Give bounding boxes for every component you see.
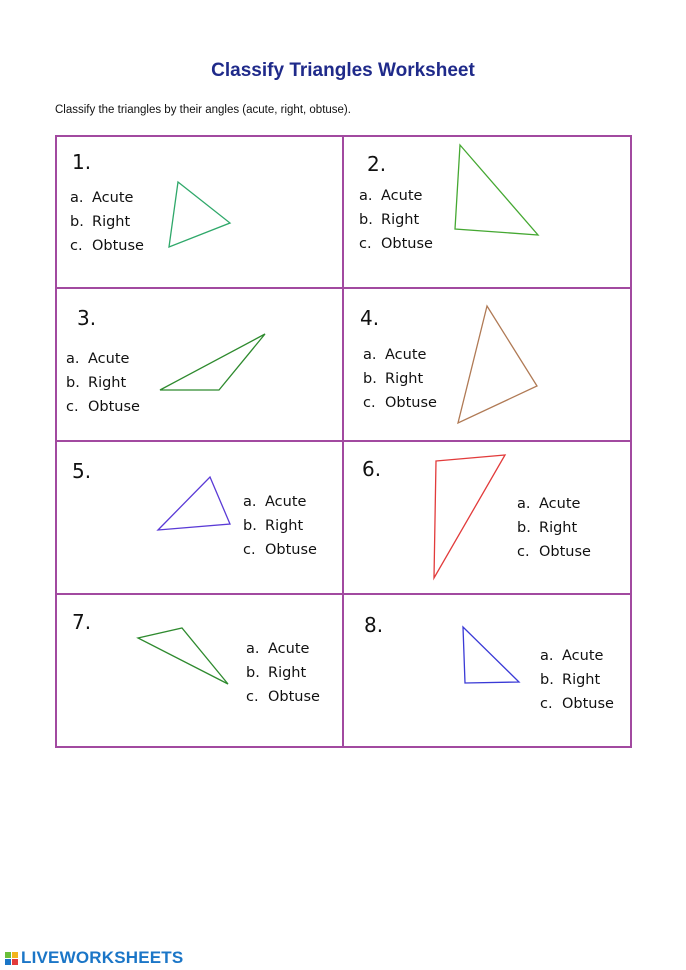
option-label: Right bbox=[92, 214, 131, 230]
option-letter: b. bbox=[70, 214, 84, 230]
brand-name: LIVEWORKSHEETS bbox=[21, 948, 184, 967]
option-letter: a. bbox=[359, 188, 373, 204]
option-letter: c. bbox=[70, 238, 83, 254]
triangle-5 bbox=[158, 477, 230, 530]
option-letter: a. bbox=[363, 347, 377, 363]
option-label: Right bbox=[539, 520, 578, 536]
instructions-text: Classify the triangles by their angles (acute, right, obtuse). bbox=[55, 104, 351, 116]
triangle-2 bbox=[455, 145, 538, 235]
option-label: Acute bbox=[385, 347, 427, 363]
triangle-8 bbox=[463, 627, 519, 683]
question-number: 4. bbox=[360, 306, 380, 330]
option-label: Acute bbox=[92, 190, 134, 206]
option-letter: b. bbox=[246, 665, 260, 681]
option-label: Obtuse bbox=[268, 689, 320, 705]
option-letter: c. bbox=[517, 544, 530, 560]
option-label: Right bbox=[265, 518, 304, 534]
option-label: Acute bbox=[268, 641, 310, 657]
option-label: Obtuse bbox=[381, 236, 433, 252]
triangle-7 bbox=[138, 628, 228, 684]
question-number: 7. bbox=[72, 610, 92, 634]
option-label: Acute bbox=[381, 188, 423, 204]
option-letter: b. bbox=[517, 520, 531, 536]
option-letter: b. bbox=[540, 672, 554, 688]
option-label: Obtuse bbox=[265, 542, 317, 558]
triangle-6 bbox=[434, 455, 505, 578]
triangle-4 bbox=[458, 306, 537, 423]
option-letter: b. bbox=[66, 375, 80, 391]
option-letter: c. bbox=[359, 236, 372, 252]
option-label: Acute bbox=[265, 494, 307, 510]
option-letter: a. bbox=[540, 648, 554, 664]
question-number: 8. bbox=[364, 613, 384, 637]
option-letter: a. bbox=[70, 190, 84, 206]
question-number: 6. bbox=[362, 457, 382, 481]
option-letter: c. bbox=[246, 689, 259, 705]
option-label: Acute bbox=[562, 648, 604, 664]
option-letter: c. bbox=[243, 542, 256, 558]
option-label: Obtuse bbox=[385, 395, 437, 411]
option-letter: c. bbox=[66, 399, 79, 415]
question-number: 3. bbox=[77, 306, 97, 330]
question-number: 5. bbox=[72, 459, 92, 483]
option-label: Obtuse bbox=[92, 238, 144, 254]
option-letter: b. bbox=[359, 212, 373, 228]
option-label: Right bbox=[268, 665, 307, 681]
liveworksheets-logo-icon bbox=[4, 950, 20, 966]
triangle-3 bbox=[160, 334, 265, 390]
option-label: Obtuse bbox=[562, 696, 614, 712]
option-letter: b. bbox=[363, 371, 377, 387]
option-label: Obtuse bbox=[88, 399, 140, 415]
footer-logo[interactable] bbox=[4, 948, 183, 968]
option-letter: b. bbox=[243, 518, 257, 534]
option-letter: c. bbox=[363, 395, 376, 411]
option-label: Obtuse bbox=[539, 544, 591, 560]
option-label: Acute bbox=[539, 496, 581, 512]
worksheet-title: Classify Triangles Worksheet bbox=[211, 60, 475, 81]
option-label: Right bbox=[562, 672, 601, 688]
question-number: 1. bbox=[72, 150, 92, 174]
option-letter: a. bbox=[66, 351, 80, 367]
question-number: 2. bbox=[367, 152, 387, 176]
option-letter: a. bbox=[246, 641, 260, 657]
option-letter: c. bbox=[540, 696, 553, 712]
option-label: Right bbox=[88, 375, 127, 391]
option-label: Acute bbox=[88, 351, 130, 367]
option-letter: a. bbox=[243, 494, 257, 510]
option-label: Right bbox=[385, 371, 424, 387]
option-letter: a. bbox=[517, 496, 531, 512]
option-label: Right bbox=[381, 212, 420, 228]
triangle-1 bbox=[169, 182, 230, 247]
